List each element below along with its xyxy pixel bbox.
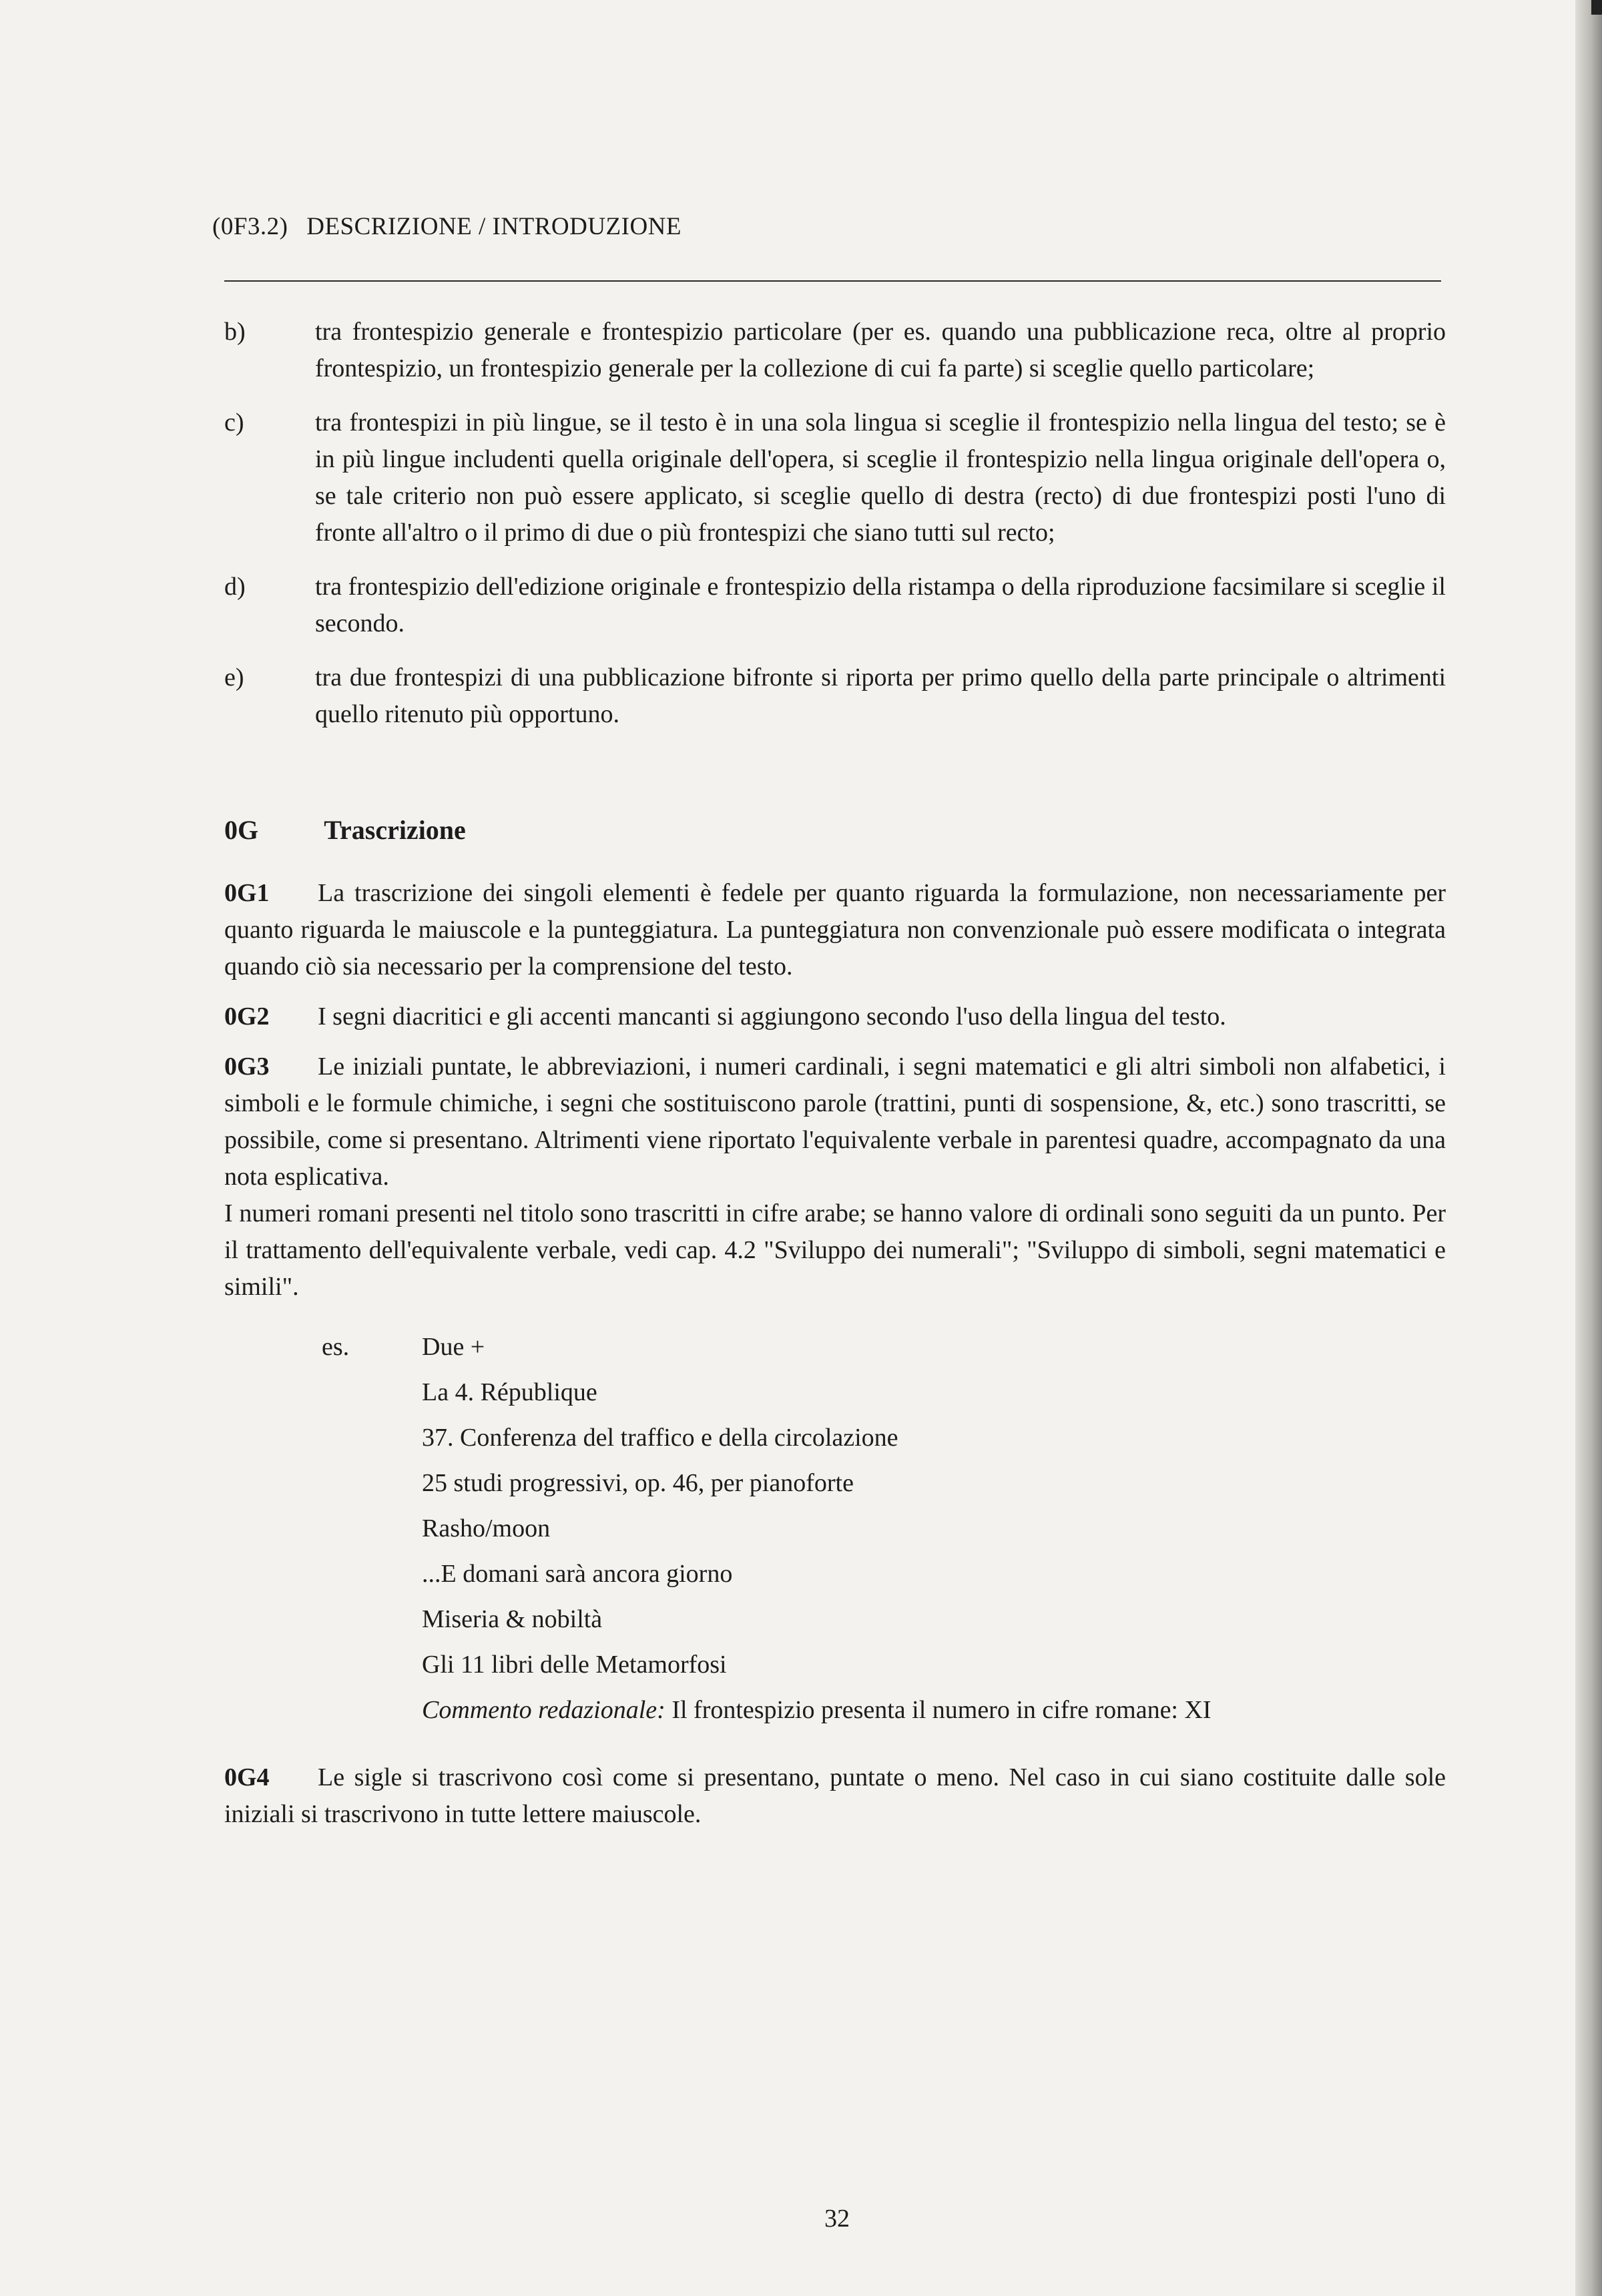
examples-block bbox=[322, 1324, 1446, 1733]
editorial-comment-label: Commento redazionale: bbox=[422, 1696, 665, 1724]
list-item-label: c) bbox=[224, 408, 244, 437]
running-head-title: DESCRIZIONE / INTRODUZIONE bbox=[306, 213, 682, 240]
example-item: Gli 11 libri delle Metamorfosi bbox=[422, 1651, 727, 1679]
example-item: La 4. République bbox=[422, 1378, 597, 1406]
section-code: 0G bbox=[224, 815, 259, 845]
paragraph-0g3-continued bbox=[224, 1195, 1446, 1306]
page-number: 32 bbox=[824, 2205, 850, 2233]
section-heading bbox=[224, 812, 1446, 848]
paragraph-text: La trascrizione dei singoli elementi è fedele per quanto riguarda la formulazione, non necessariamente per quanto riguarda le maiuscole e la punteggiatura. La punteggiatura non convenzionale può essere modificata o integrata quando ciò sia necessario per la comprensione del testo. bbox=[224, 879, 1446, 980]
paragraph-code: 0G4 bbox=[224, 1763, 270, 1791]
list-item-e bbox=[224, 659, 1446, 733]
page-edge-mark bbox=[1591, 0, 1602, 15]
list-item-label: e) bbox=[224, 663, 244, 691]
paragraph-text: I segni diacritici e gli accenti mancanti si aggiungono secondo l'uso della lingua del testo. bbox=[318, 1002, 1226, 1031]
list-item-label: d) bbox=[224, 573, 246, 601]
running-head-code: (0F3.2) bbox=[212, 213, 288, 240]
list-item-text: tra frontespizi in più lingue, se il testo è in una sola lingua si sceglie il frontespizio nella lingua del testo; se è in più lingue includenti quella originale dell'opera, si sceglie il frontespizio nella lingua originale dell'opera o, se tale criterio non può essere applicato, si sceglie quello di destra (recto) di due frontespizi posti l'uno di fronte all'altro o il primo di due o più frontespizi che siano tutti sul recto; bbox=[315, 408, 1446, 547]
paragraph-code: 0G1 bbox=[224, 879, 270, 907]
list-item-c bbox=[224, 404, 1446, 551]
list-item-b bbox=[224, 314, 1446, 387]
running-head bbox=[212, 212, 682, 241]
paragraph-0g3 bbox=[224, 1049, 1446, 1195]
page-edge-shadow bbox=[1575, 0, 1602, 2296]
paragraph-0g4 bbox=[224, 1759, 1446, 1833]
example-item: Due + bbox=[422, 1333, 485, 1361]
examples-list bbox=[422, 1324, 1446, 1733]
examples-label: es. bbox=[322, 1333, 350, 1361]
example-item: 25 studi progressivi, op. 46, per pianoforte bbox=[422, 1469, 854, 1497]
paragraph-0g1 bbox=[224, 875, 1446, 985]
paragraph-text: Le iniziali puntate, le abbreviazioni, i numeri cardinali, i segni matematici e gli altri simboli non alfabetici, i simboli e le formule chimiche, i segni che sostituiscono parole (trattini, punti di sospensione, &, etc.) sono trascritti, se possibile, come si presentano. Altrimenti viene riportato l'equivalente verbale in parentesi quadre, accompagnato da una nota esplicativa. bbox=[224, 1053, 1446, 1191]
editorial-comment bbox=[422, 1687, 1446, 1733]
example-item: 37. Conferenza del traffico e della circolazione bbox=[422, 1424, 898, 1452]
list-item-text: tra due frontespizi di una pubblicazione bifronte si riporta per primo quello della parte principale o altrimenti quello ritenuto più opportuno. bbox=[315, 663, 1446, 728]
list-item-text: tra frontespizio dell'edizione originale e frontespizio della ristampa o della riproduzione facsimilare si sceglie il secondo. bbox=[315, 573, 1446, 637]
list-item-d bbox=[224, 569, 1446, 642]
page-content bbox=[224, 314, 1446, 1846]
header-rule bbox=[224, 280, 1441, 282]
paragraph-0g2 bbox=[224, 998, 1446, 1035]
paragraph-code: 0G2 bbox=[224, 1002, 270, 1031]
example-item: Rasho/moon bbox=[422, 1514, 551, 1542]
editorial-comment-text: Il frontespizio presenta il numero in cifre romane: XI bbox=[672, 1696, 1212, 1724]
list-item-text: tra frontespizio generale e frontespizio particolare (per es. quando una pubblicazione reca, oltre al proprio frontespizio, un frontespizio generale per la collezione di cui fa parte) si sceglie quello particolare; bbox=[315, 318, 1446, 382]
section-title: Trascrizione bbox=[324, 815, 466, 845]
example-item: Miseria & nobiltà bbox=[422, 1605, 603, 1633]
paragraph-code: 0G3 bbox=[224, 1053, 270, 1081]
example-item: ...E domani sarà ancora giorno bbox=[422, 1560, 733, 1588]
paragraph-text: Le sigle si trascrivono così come si presentano, puntate o meno. Nel caso in cui siano costituite dalle sole iniziali si trascrivono in tutte lettere maiuscole. bbox=[224, 1763, 1446, 1828]
list-item-label: b) bbox=[224, 318, 246, 346]
paragraph-text: I numeri romani presenti nel titolo sono trascritti in cifre arabe; se hanno valore di ordinali sono seguiti da un punto. Per il trattamento dell'equivalente verbale, vedi cap. 4.2 "Sviluppo dei numerali"; "Sviluppo di simboli, segni matematici e simili". bbox=[224, 1199, 1446, 1301]
